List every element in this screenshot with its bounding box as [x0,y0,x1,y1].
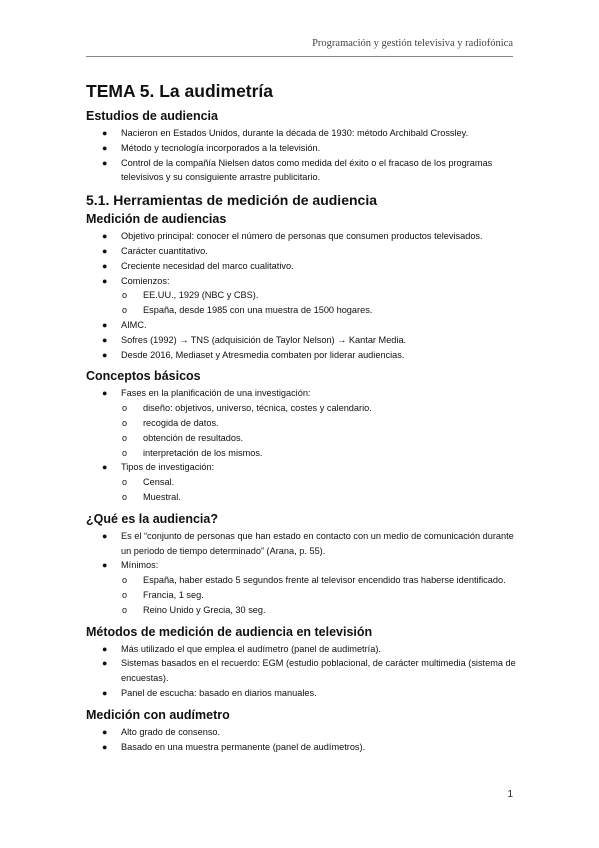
section-heading-metodos: Métodos de medición de audiencia en televisión [86,624,373,639]
section-heading-herramientas: 5.1. Herramientas de medición de audiencia [86,192,377,209]
list-item: ● Más utilizado el que emplea el audímetro (panel de audimetría). [86,642,526,657]
list-item: ● Nacieron en Estados Unidos, durante la década de 1930: método Archibald Crossley. [86,126,526,141]
sub-bullet-icon: o [122,575,128,586]
running-header: Programación y gestión televisiva y radiofónica [312,38,513,49]
list-item: ● Comienzos: [86,274,526,289]
bullet-icon: ● [102,726,108,737]
bullet-list-medicion [86,229,526,362]
bullet-list-metodos [86,642,526,701]
sub-bullet-icon: o [122,305,128,316]
bullet-icon: ● [102,128,108,138]
sub-list-item: o EE.UU., 1929 (NBC y CBS). [86,288,526,303]
section-heading-audimetro: Medición con audímetro [86,707,230,722]
list-item: ● Desde 2016, Mediaset y Atresmedia combaten por liderar audiencias. [86,348,526,363]
sub-bullet-icon: o [122,491,128,502]
bullet-icon: ● [102,334,108,345]
bullet-icon: ● [102,530,108,541]
list-item: ● Carácter cuantitativo. [86,244,526,259]
bullet-list-audiencia [86,529,526,618]
list-item: ● Tipos de investigación: [86,460,526,475]
list-item: ● Creciente necesidad del marco cualitativo. [86,259,526,274]
subsection-heading-medicion: Medición de audiencias [86,212,227,227]
sub-bullet-icon: o [122,447,128,458]
bullet-icon: ● [102,388,108,399]
bullet-list-conceptos [86,386,526,504]
list-item: ● Mínimos: [86,558,526,573]
sub-list-item: o Muestral. [86,490,526,505]
bullet-icon: ● [102,275,108,286]
bullet-icon: ● [102,231,108,242]
list-item: ● Control de la compañía Nielsen datos como medida del éxito o el fracaso de los programas televisivos y su consiguiente arrastre publicitario. [102,157,493,183]
bullet-list-audimetro [86,725,526,755]
sub-list-item: o España, haber estado 5 segundos frente al televisor encendido tras haberse identificado. [86,573,526,588]
bullet-icon: ● [102,658,108,669]
section-heading-audiencia: ¿Qué es la audiencia? [86,511,218,526]
list-item: ● Método y tecnología incorporados a la televisión. [86,141,526,156]
list-item: ● Sofres (1992) → TNS (adquisición de Taylor Nelson) → Kantar Media. [86,333,526,348]
bullet-icon: ● [102,142,108,153]
sub-list-item: o España, desde 1985 con una muestra de 1500 hogares. [86,303,526,318]
header-divider [86,56,513,57]
page-title: TEMA 5. La audimetría [86,81,274,101]
bullet-icon: ● [102,245,108,256]
sub-bullet-icon: o [122,417,128,428]
sub-bullet-icon: o [122,432,128,443]
sub-list-item: o obtención de resultados. [86,431,526,446]
list-item: ● Sistemas basados en el recuerdo: EGM (estudio poblacional, de carácter multimedia (sistema de encuestas). [102,658,516,684]
sub-list-item: o interpretación de los mismos. [86,446,526,461]
list-item: ● Es el “conjunto de personas que han estado en contacto con un medio de comunicación durante un periodo de tiempo determinado” (Arana, p. 55). [102,530,514,556]
bullet-icon: ● [102,643,108,654]
bullet-icon: ● [102,157,108,168]
sub-bullet-icon: o [122,589,128,600]
sub-list-item: o diseño: objetivos, universo, técnica, costes y calendario. [86,401,526,416]
bullet-icon: ● [102,687,108,698]
bullet-icon: ● [102,462,108,473]
bullet-icon: ● [102,349,108,360]
page-number: 1 [507,789,513,800]
sub-bullet-icon: o [122,403,128,414]
bullet-icon: ● [102,260,108,271]
sub-list-item: o recogida de datos. [86,416,526,431]
bullet-icon: ● [102,741,108,752]
section-heading-estudios: Estudios de audiencia [86,109,218,123]
sub-bullet-icon: o [122,477,128,488]
list-item: ● AIMC. [86,318,526,333]
bullet-list-estudios [86,126,526,185]
bullet-icon: ● [102,560,108,571]
sub-list-item: o Censal. [86,475,526,490]
list-item: ● Basado en una muestra permanente (panel de audímetros). [86,740,526,755]
list-item: ● Objetivo principal: conocer el número de personas que consumen productos televisados. [86,229,526,244]
sub-list-item: o Francia, 1 seg. [86,588,526,603]
sub-bullet-icon: o [122,604,128,615]
sub-bullet-icon: o [122,290,128,301]
list-item: ● Alto grado de consenso. [86,725,526,740]
bullet-icon: ● [102,319,108,330]
document-body [86,80,526,754]
section-heading-conceptos: Conceptos básicos [86,369,201,384]
list-item: ● Panel de escucha: basado en diarios manuales. [86,686,526,701]
sub-list-item: o Reino Unido y Grecia, 30 seg. [86,603,526,618]
list-item: ● Fases en la planificación de una investigación: [86,386,526,401]
